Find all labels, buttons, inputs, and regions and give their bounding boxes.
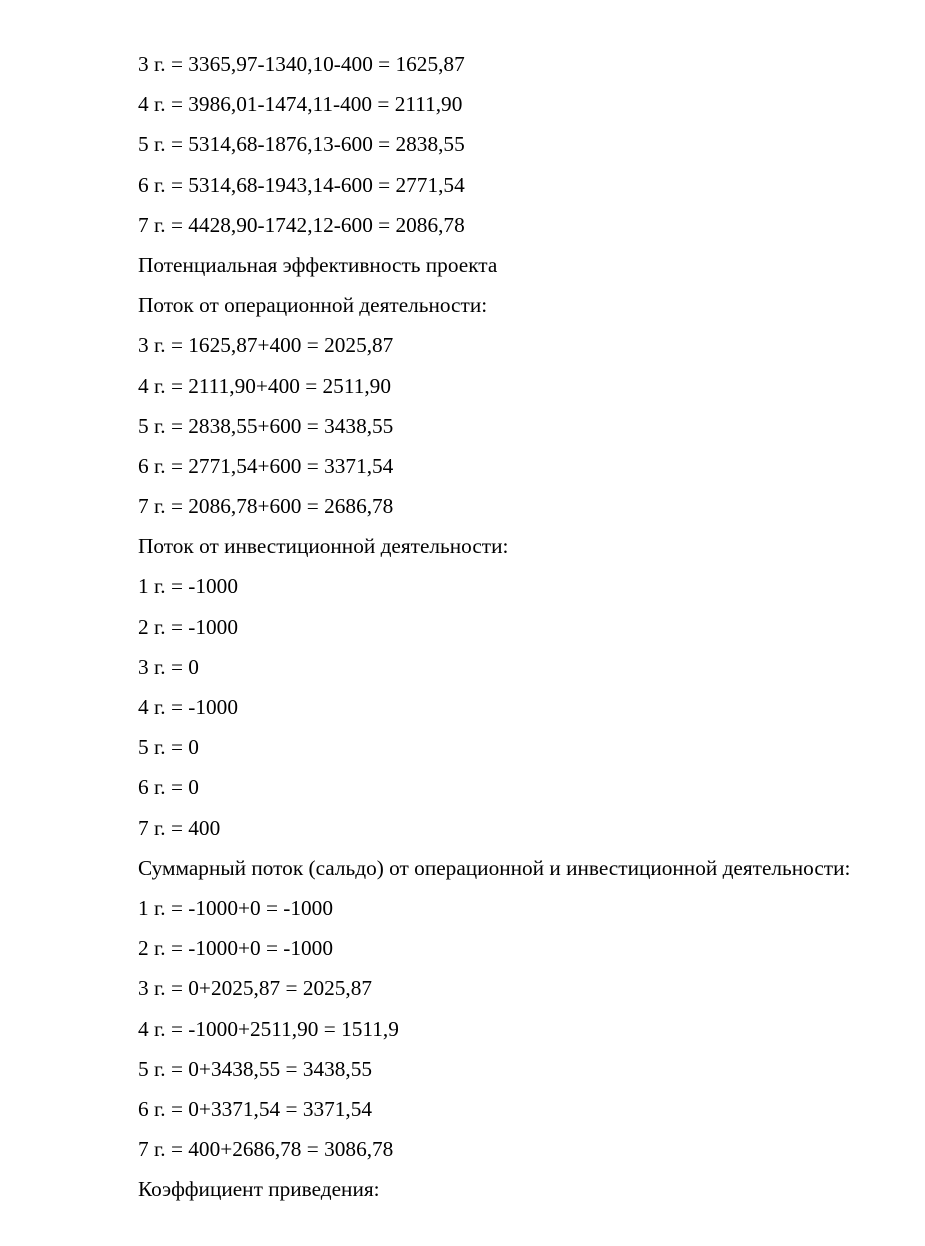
- section-heading: Поток от инвестиционной деятельности:: [138, 534, 509, 559]
- calc-line: 4 г. = -1000+2511,90 = 1511,9: [138, 1016, 399, 1041]
- calc-line: 4 г. = 3986,01-1474,11-400 = 2111,90: [138, 92, 463, 117]
- section-heading: Коэффициент приведения:: [138, 1177, 380, 1202]
- calc-line: 2 г. = -1000: [138, 614, 238, 639]
- calc-line: 2 г. = -1000+0 = -1000: [138, 936, 333, 961]
- calc-line: 5 г. = 0: [138, 735, 199, 760]
- calc-line: 1 г. = -1000: [138, 574, 238, 599]
- calc-line: 6 г. = 5314,68-1943,14-600 = 2771,54: [138, 172, 465, 197]
- calc-line: 3 г. = 3365,97-1340,10-400 = 1625,87: [138, 52, 465, 76]
- calc-line: 5 г. = 0+3438,55 = 3438,55: [138, 1056, 373, 1081]
- calc-line: 6 г. = 0: [138, 775, 199, 800]
- document-body: [79, 44, 858, 1209]
- calc-line: 7 г. = 2086,78+600 = 2686,78: [138, 494, 394, 519]
- calc-line: 7 г. = 400: [138, 815, 221, 840]
- calc-line: 3 г. = 0+2025,87 = 2025,87: [138, 976, 373, 1001]
- calc-line: 6 г. = 0+3371,54 = 3371,54: [138, 1096, 373, 1121]
- calc-line: 1 г. = -1000+0 = -1000: [138, 895, 333, 920]
- calc-line: 5 г. = 2838,55+600 = 3438,55: [138, 413, 394, 438]
- calc-line: 7 г. = 4428,90-1742,12-600 = 2086,78: [138, 212, 465, 237]
- calc-line: 4 г. = -1000: [138, 695, 238, 719]
- calc-line: 7 г. = 400+2686,78 = 3086,78: [138, 1137, 394, 1162]
- section-heading: Поток от операционной деятельности:: [138, 293, 488, 318]
- calc-line: 6 г. = 2771,54+600 = 3371,54: [138, 453, 394, 478]
- calc-line: 3 г. = 0: [138, 654, 199, 679]
- section-heading: Потенциальная эффективность проекта: [138, 252, 498, 277]
- calc-line: 4 г. = 2111,90+400 = 2511,90: [138, 373, 391, 398]
- summary-paragraph: Суммарный поток (сальдо) от операционной и инвестиционной деятельности:: [138, 855, 851, 880]
- calc-line: 5 г. = 5314,68-1876,13-600 = 2838,55: [138, 132, 465, 157]
- calc-line: 3 г. = 1625,87+400 = 2025,87: [138, 333, 394, 358]
